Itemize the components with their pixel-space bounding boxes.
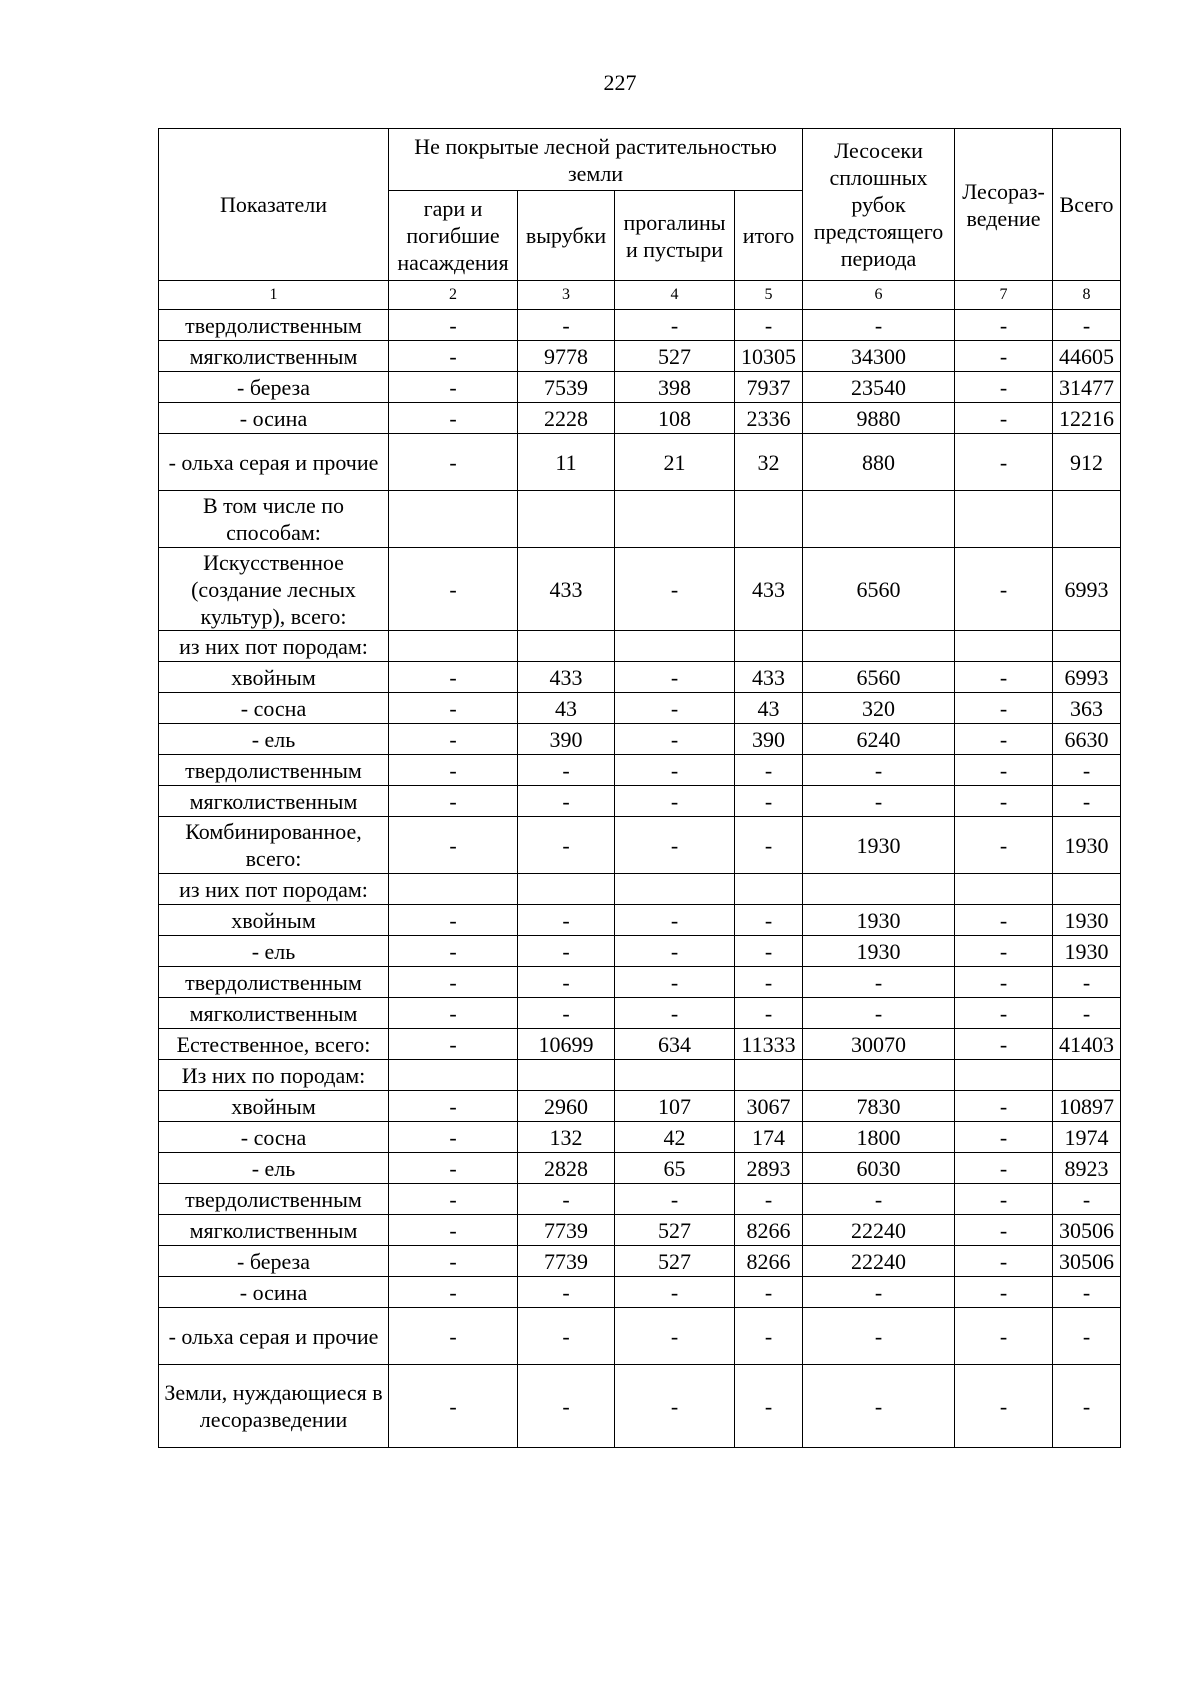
row-cell: - [518,967,615,998]
column-number: 7 [955,281,1053,310]
row-cell: 108 [615,403,735,434]
table-body [159,310,1121,1448]
row-cell: 2228 [518,403,615,434]
header-clearings: вырубки [518,191,615,281]
row-cell [615,874,735,905]
row-label: мягколиственным [159,1215,389,1246]
header-burnt: гари и погибшие насаждения [389,191,518,281]
row-cell: 30506 [1053,1215,1121,1246]
row-cell: - [735,786,803,817]
row-cell: 1930 [803,817,955,874]
row-label: Земли, нуждающиеся в лесоразведении [159,1365,389,1448]
row-cell: - [803,1277,955,1308]
row-cell [615,1060,735,1091]
row-cell: - [615,755,735,786]
column-number: 2 [389,281,518,310]
column-number: 3 [518,281,615,310]
row-cell [389,491,518,548]
row-cell: - [803,1184,955,1215]
row-cell: 1930 [1053,905,1121,936]
row-cell: - [389,403,518,434]
row-cell: - [955,1215,1053,1246]
row-cell: - [955,998,1053,1029]
column-number: 4 [615,281,735,310]
row-cell: - [615,693,735,724]
row-cell: - [955,1246,1053,1277]
row-cell: 1930 [803,905,955,936]
row-label: из них пот породам: [159,631,389,662]
row-cell: 42 [615,1122,735,1153]
row-cell [1053,491,1121,548]
row-cell: 12216 [1053,403,1121,434]
row-label: - ель [159,724,389,755]
row-cell: 527 [615,341,735,372]
row-cell: 41403 [1053,1029,1121,1060]
row-cell: - [955,1184,1053,1215]
table-row [159,1091,1121,1122]
table-row [159,967,1121,998]
row-cell [955,874,1053,905]
row-cell: - [1053,786,1121,817]
row-cell: - [1053,310,1121,341]
row-cell: - [1053,1365,1121,1448]
table-row [159,1184,1121,1215]
row-cell: 107 [615,1091,735,1122]
row-cell: - [1053,998,1121,1029]
table-row [159,693,1121,724]
row-cell: - [735,1308,803,1365]
row-cell: 433 [518,662,615,693]
row-cell: 3067 [735,1091,803,1122]
table-row [159,936,1121,967]
row-cell: 8266 [735,1215,803,1246]
row-label: - осина [159,403,389,434]
row-cell: 1800 [803,1122,955,1153]
row-cell: - [615,936,735,967]
row-cell: - [615,786,735,817]
row-cell: - [1053,1277,1121,1308]
row-cell: 1930 [1053,817,1121,874]
row-label: мягколиственным [159,786,389,817]
row-cell: - [955,1122,1053,1153]
row-cell: - [955,967,1053,998]
row-cell: 527 [615,1246,735,1277]
row-label: хвойным [159,905,389,936]
row-cell: - [735,967,803,998]
table-row [159,631,1121,662]
row-cell [803,491,955,548]
table-row [159,548,1121,631]
header-subtotal: итого [735,191,803,281]
table-row [159,1365,1121,1448]
column-numbers-row [159,281,1121,310]
row-cell: 9778 [518,341,615,372]
row-cell: - [518,1308,615,1365]
table-row [159,998,1121,1029]
table-row [159,1308,1121,1365]
row-cell: - [518,786,615,817]
row-cell: - [389,755,518,786]
table-row [159,1060,1121,1091]
header-glades: прогалины и пустыри [615,191,735,281]
row-cell: 433 [735,548,803,631]
row-label: - сосна [159,1122,389,1153]
row-cell [735,491,803,548]
row-cell: - [1053,967,1121,998]
row-cell: 634 [615,1029,735,1060]
row-cell: - [389,434,518,491]
row-cell: 43 [518,693,615,724]
table-row [159,1215,1121,1246]
table-row [159,1029,1121,1060]
row-label: Комбинированное, всего: [159,817,389,874]
row-label: мягколиственным [159,998,389,1029]
row-cell: 390 [735,724,803,755]
row-label: - ольха серая и прочие [159,434,389,491]
row-label: твердолиственным [159,755,389,786]
row-cell: 32 [735,434,803,491]
row-cell: - [955,755,1053,786]
row-cell: 320 [803,693,955,724]
row-cell: 1974 [1053,1122,1121,1153]
row-cell: - [1053,1184,1121,1215]
page-number: 227 [603,70,637,95]
row-cell: - [389,936,518,967]
row-cell: - [735,310,803,341]
row-cell: - [389,1308,518,1365]
row-cell [955,1060,1053,1091]
column-number: 1 [159,281,389,310]
row-cell: 2960 [518,1091,615,1122]
table-row [159,662,1121,693]
row-cell: - [615,905,735,936]
row-cell: - [955,403,1053,434]
row-cell: - [389,1091,518,1122]
row-cell: - [955,662,1053,693]
row-label: Естественное, всего: [159,1029,389,1060]
row-cell: - [389,693,518,724]
table-row [159,491,1121,548]
row-cell: 10699 [518,1029,615,1060]
row-cell: - [389,1215,518,1246]
row-cell: - [389,662,518,693]
row-cell: - [615,1184,735,1215]
row-cell: - [735,1184,803,1215]
row-cell [518,631,615,662]
row-cell: - [389,967,518,998]
row-label: хвойным [159,662,389,693]
row-cell: 30506 [1053,1246,1121,1277]
row-cell: - [615,1365,735,1448]
row-label: - сосна [159,693,389,724]
row-cell: - [389,341,518,372]
row-label: Из них по породам: [159,1060,389,1091]
row-cell: - [735,755,803,786]
row-label: - ольха серая и прочие [159,1308,389,1365]
row-cell: 433 [735,662,803,693]
row-cell: 11 [518,434,615,491]
row-cell: - [615,817,735,874]
row-cell: - [803,786,955,817]
row-cell [518,874,615,905]
row-cell: 7937 [735,372,803,403]
row-cell: 10305 [735,341,803,372]
row-cell: - [803,998,955,1029]
row-cell: 7739 [518,1246,615,1277]
row-cell: 10897 [1053,1091,1121,1122]
table-row [159,1153,1121,1184]
forest-lands-table [158,128,1121,1448]
row-cell: - [518,755,615,786]
row-cell: - [518,1184,615,1215]
row-label: из них пот породам: [159,874,389,905]
row-cell: - [615,310,735,341]
row-cell: - [1053,755,1121,786]
row-cell: - [615,662,735,693]
table-row [159,310,1121,341]
row-cell: 527 [615,1215,735,1246]
table-row [159,403,1121,434]
row-cell [389,874,518,905]
table-row [159,372,1121,403]
row-cell: 34300 [803,341,955,372]
row-cell: 1930 [1053,936,1121,967]
row-cell: - [518,905,615,936]
row-cell: - [735,817,803,874]
row-cell: - [389,724,518,755]
row-cell [803,631,955,662]
row-cell [735,631,803,662]
header-afforestation: Лесораз-ведение [955,129,1053,281]
row-cell: 132 [518,1122,615,1153]
row-cell: - [735,1277,803,1308]
table-row [159,724,1121,755]
row-cell: 65 [615,1153,735,1184]
row-label: хвойным [159,1091,389,1122]
row-cell: - [615,548,735,631]
row-cell: 22240 [803,1246,955,1277]
row-cell: - [803,755,955,786]
table-row [159,755,1121,786]
row-label: твердолиственным [159,1184,389,1215]
row-cell: - [955,1091,1053,1122]
row-cell: - [615,1277,735,1308]
row-cell [389,1060,518,1091]
row-cell: 9880 [803,403,955,434]
row-cell [1053,874,1121,905]
row-cell: 6993 [1053,662,1121,693]
row-cell [735,1060,803,1091]
table-row [159,1277,1121,1308]
row-cell: 2336 [735,403,803,434]
row-cell: - [955,372,1053,403]
row-cell: - [389,1277,518,1308]
table-row [159,341,1121,372]
row-cell: - [735,936,803,967]
row-cell: 31477 [1053,372,1121,403]
row-cell: - [615,967,735,998]
row-label: - осина [159,1277,389,1308]
row-cell: - [955,341,1053,372]
row-cell: - [389,1122,518,1153]
row-cell: - [389,905,518,936]
row-cell: 398 [615,372,735,403]
row-cell: - [955,434,1053,491]
row-cell: 22240 [803,1215,955,1246]
table-row [159,905,1121,936]
row-cell [389,631,518,662]
row-cell: 880 [803,434,955,491]
row-cell: - [803,1365,955,1448]
row-cell: - [955,310,1053,341]
row-cell: - [1053,1308,1121,1365]
row-cell [955,631,1053,662]
row-cell [615,491,735,548]
row-cell: - [955,905,1053,936]
column-number: 5 [735,281,803,310]
row-label: Искусственное (создание лесных культур), всего: [159,548,389,631]
table-row [159,874,1121,905]
row-cell: - [955,724,1053,755]
row-cell: 6630 [1053,724,1121,755]
row-cell: - [518,1277,615,1308]
row-cell: - [518,998,615,1029]
row-cell: 6560 [803,548,955,631]
row-cell: 6560 [803,662,955,693]
header-cutting-areas: Лесосеки сплошных рубок предстоящего периода [803,129,955,281]
row-cell: - [955,936,1053,967]
row-cell: - [615,998,735,1029]
column-number: 6 [803,281,955,310]
row-cell: 44605 [1053,341,1121,372]
header-total: Всего [1053,129,1121,281]
row-cell: - [735,905,803,936]
row-label: твердолиственным [159,310,389,341]
row-cell [1053,631,1121,662]
row-cell: 43 [735,693,803,724]
column-number: 8 [1053,281,1121,310]
row-cell: 11333 [735,1029,803,1060]
row-cell: - [955,817,1053,874]
header-not-covered-group: Не покрытые лесной растительностью земли [389,129,803,191]
row-cell: - [389,548,518,631]
row-cell [615,631,735,662]
row-cell: - [518,1365,615,1448]
row-cell: - [389,1153,518,1184]
row-cell: 7739 [518,1215,615,1246]
row-cell: - [803,967,955,998]
row-cell: - [955,1365,1053,1448]
row-cell: 7539 [518,372,615,403]
row-cell: 2893 [735,1153,803,1184]
table-row [159,1122,1121,1153]
row-cell: - [955,786,1053,817]
row-cell: - [615,724,735,755]
row-cell: - [735,1365,803,1448]
row-cell: - [955,1277,1053,1308]
row-cell: - [389,786,518,817]
row-cell: 7830 [803,1091,955,1122]
row-cell: - [803,1308,955,1365]
row-cell: - [955,1153,1053,1184]
row-cell: - [518,817,615,874]
row-cell: 6993 [1053,548,1121,631]
row-label: - береза [159,372,389,403]
row-cell: 30070 [803,1029,955,1060]
row-cell: - [389,372,518,403]
row-cell: 6030 [803,1153,955,1184]
row-label: - ель [159,1153,389,1184]
row-cell: 174 [735,1122,803,1153]
row-cell: 1930 [803,936,955,967]
header-indicators: Показатели [159,129,389,281]
table-row [159,434,1121,491]
row-cell: - [389,310,518,341]
row-cell: - [389,1184,518,1215]
row-cell: 8266 [735,1246,803,1277]
row-cell: - [803,310,955,341]
row-cell: - [389,998,518,1029]
row-label: - береза [159,1246,389,1277]
row-cell [803,874,955,905]
table-row [159,786,1121,817]
row-cell [518,1060,615,1091]
row-cell: 2828 [518,1153,615,1184]
row-cell: - [955,693,1053,724]
row-cell: - [518,936,615,967]
row-cell [803,1060,955,1091]
row-label: - ель [159,936,389,967]
table-row [159,1246,1121,1277]
row-cell: 21 [615,434,735,491]
row-cell [955,491,1053,548]
row-cell: 8923 [1053,1153,1121,1184]
row-cell [518,491,615,548]
row-cell: 390 [518,724,615,755]
row-cell: 363 [1053,693,1121,724]
row-cell [735,874,803,905]
row-cell: - [955,1308,1053,1365]
row-cell: - [615,1308,735,1365]
row-label: В том числе по способам: [159,491,389,548]
row-cell: - [955,548,1053,631]
table-row [159,817,1121,874]
row-cell: - [955,1029,1053,1060]
row-cell: - [389,1029,518,1060]
row-label: мягколиственным [159,341,389,372]
row-cell: 912 [1053,434,1121,491]
row-cell: - [735,998,803,1029]
row-cell: - [389,1365,518,1448]
row-label: твердолиственным [159,967,389,998]
row-cell: - [518,310,615,341]
row-cell: 23540 [803,372,955,403]
row-cell: 6240 [803,724,955,755]
row-cell [1053,1060,1121,1091]
row-cell: - [389,1246,518,1277]
row-cell: - [389,817,518,874]
row-cell: 433 [518,548,615,631]
